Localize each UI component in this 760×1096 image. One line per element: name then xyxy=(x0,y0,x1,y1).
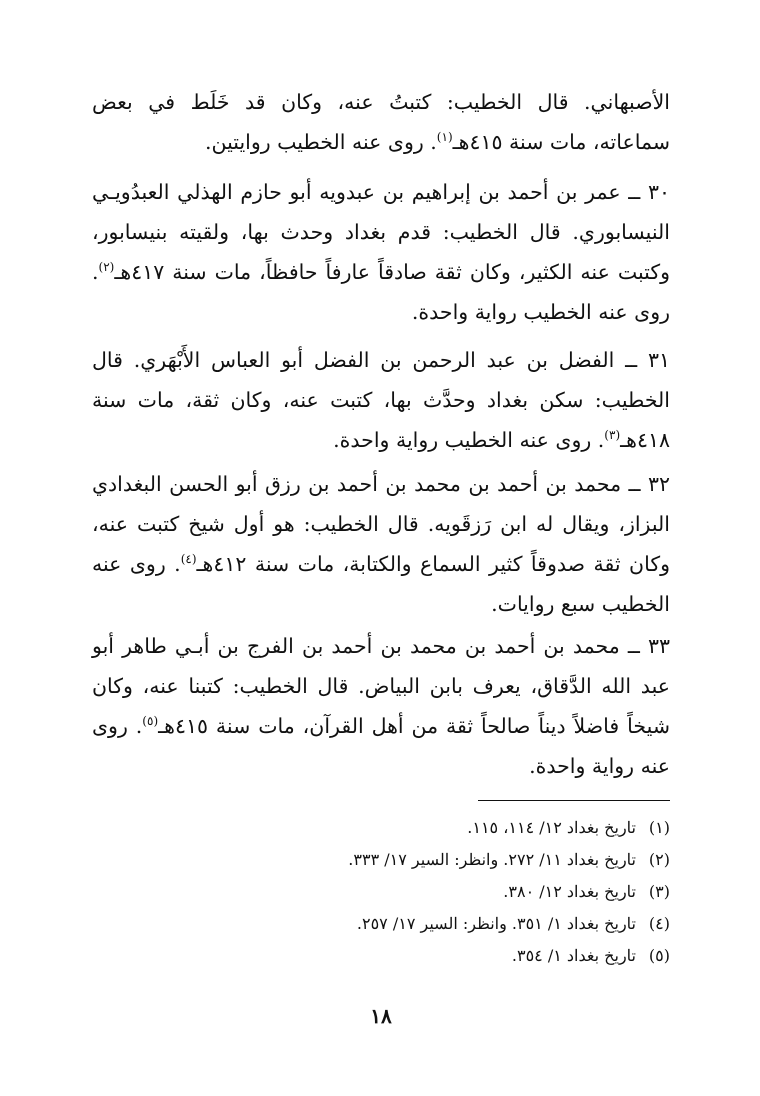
footnote-item xyxy=(92,844,670,876)
footnotes-list xyxy=(92,812,670,972)
paragraph-text: ٣١ ــ الفضل بن عبد الرحمن بن الفضل أبو العباس الأَبْهَري. قال الخطيب: سكن بغداد وحدَّث بها، كتبت عنه، وكان ثقة، مات سنة ٤١٨هـ xyxy=(92,348,670,452)
paragraph-text: الأصبهاني. قال الخطيب: كتبتُ عنه، وكان قد خَلَط في بعض سماعاته، مات سنة ٤١٥هـ xyxy=(92,90,670,154)
footnote-number: (٥) xyxy=(648,946,670,965)
footnote-text: تاريخ بغداد ١١/ ٢٧٢. وانظر: السير ١٧/ ٣٣٣. xyxy=(348,850,636,869)
paragraph-text: ٣٢ ــ محمد بن أحمد بن محمد بن أحمد بن رزق أبو الحسن البغدادي البزاز، ويقال له ابن رَزقَويه. قال الخطيب: هو أول شيخ كتبت عنه، وكان ثقة صدوقاً كثير السماع والكتابة، مات سنة ٤١٢هـ xyxy=(92,472,670,576)
paragraph-text: . روى عنه الخطيب رواية واحدة. xyxy=(92,260,670,324)
footnote-number: (١) xyxy=(648,818,670,837)
page-number: ١٨ xyxy=(370,1004,392,1028)
footnote-ref-4[interactable]: (٤) xyxy=(180,552,197,567)
entry-32 xyxy=(92,464,670,624)
paragraph-intro xyxy=(92,82,670,162)
footnote-ref-5[interactable]: (٥) xyxy=(142,714,159,729)
footnote-number: (٣) xyxy=(648,882,670,901)
footnote-text: تاريخ بغداد ١٢/ ٣٨٠. xyxy=(503,882,636,901)
book-page xyxy=(92,0,670,1096)
footnote-item xyxy=(92,812,670,844)
footnote-ref-3[interactable]: (٣) xyxy=(604,428,621,443)
paragraph-text: . روى عنه الخطيب روايتين. xyxy=(204,130,437,154)
footnote-ref-1[interactable]: (١) xyxy=(436,130,453,145)
footnote-text: تاريخ بغداد ١/ ٣٥١. وانظر: السير ١٧/ ٢٥٧. xyxy=(356,914,636,933)
footnote-text: تاريخ بغداد ١٢/ ١١٤، ١١٥. xyxy=(467,818,636,837)
footnote-item xyxy=(92,940,670,972)
footnote-ref-2[interactable]: (٢) xyxy=(98,260,115,275)
paragraph-text: ٣٣ ــ محمد بن أحمد بن محمد بن أحمد بن الفرج بن أبـي طاهر أبو عبد الله الدَّقاق، يعرف بابن البياض. قال الخطيب: كتبنا عنه، وكان شيخاً فاضلاً ديناً صالحاً ثقة من أهل القرآن، مات سنة ٤١٥هـ xyxy=(92,634,670,738)
footnote-item xyxy=(92,908,670,940)
footnote-item xyxy=(92,876,670,908)
entry-30 xyxy=(92,172,670,332)
footnote-number: (٢) xyxy=(648,850,670,869)
paragraph-text: . روى عنه الخطيب سبع روايات. xyxy=(92,552,670,616)
paragraph-text: ٣٠ ــ عمر بن أحمد بن إبراهيم بن عبدويه أبو حازم الهذلي العبدُويـي النيسابوري. قال الخطيب: قدم بغداد وحدث بها، ولقيته بنيسابور، وكتبت عنه الكثير، وكان ثقة صادقاً عارفاً حافظاً، مات سنة ٤١٧هـ xyxy=(92,180,670,284)
paragraph-text: . روى عنه الخطيب رواية واحدة. xyxy=(333,428,605,452)
footnote-divider xyxy=(478,800,670,801)
entry-31 xyxy=(92,340,670,460)
footnote-number: (٤) xyxy=(648,914,670,933)
footnote-text: تاريخ بغداد ١/ ٣٥٤. xyxy=(511,946,636,965)
paragraph-text: . روى عنه رواية واحدة. xyxy=(92,714,670,778)
entry-33 xyxy=(92,626,670,786)
